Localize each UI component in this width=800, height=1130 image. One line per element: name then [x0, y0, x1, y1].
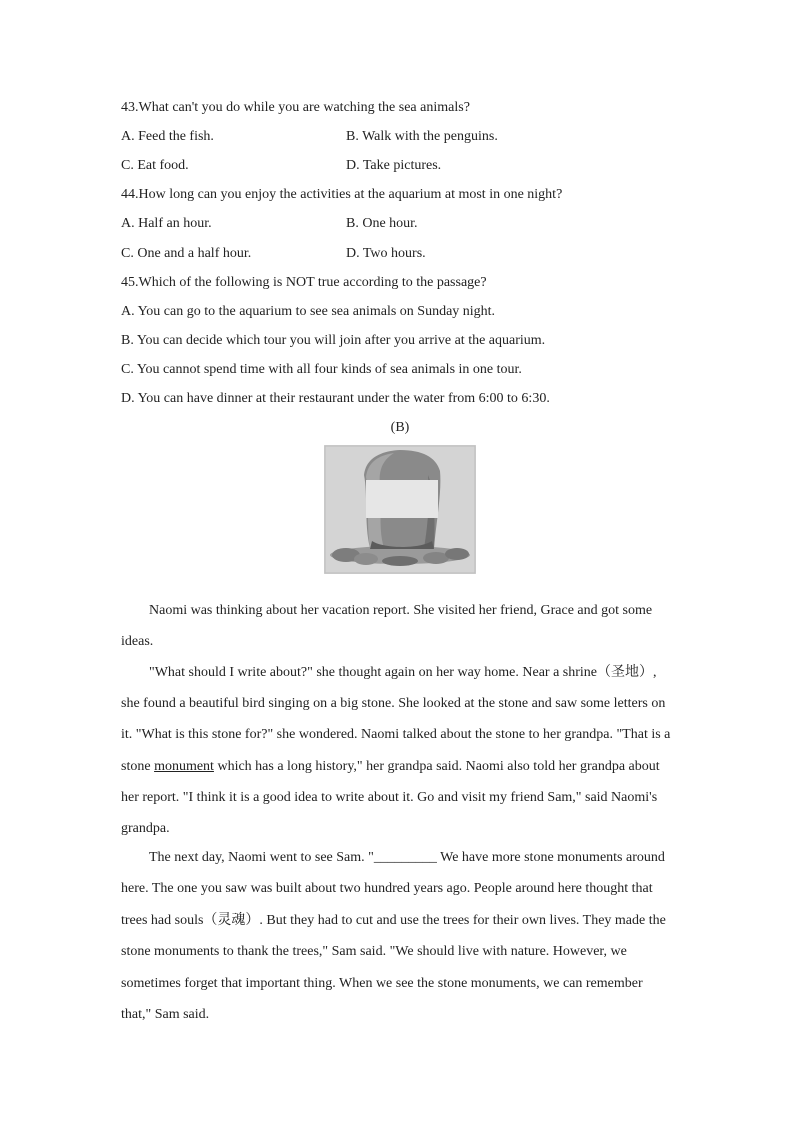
paragraph-2-line-1: "What should I write about?" she thought again on her way home. Near a shrine（圣地）, — [149, 665, 657, 680]
question-44-option-a: A. Half an hour. — [121, 216, 212, 231]
question-43-option-b: B. Walk with the penguins. — [346, 129, 498, 144]
question-45-option-c: C. You cannot spend time with all four kinds of sea animals in one tour. — [121, 362, 522, 377]
paragraph-3-line-4: stone monuments to thank the trees," Sam said. "We should live with nature. However, we — [121, 944, 627, 959]
paragraph-2-line-6: grandpa. — [121, 821, 170, 836]
paragraph-3-line-2: here. The one you saw was built about two hundred years ago. People around here thought that — [121, 881, 653, 896]
paragraph-3-line-1: The next day, Naomi went to see Sam. "_________ We have more stone monuments around — [149, 850, 665, 865]
line-4-prefix: stone — [121, 759, 155, 774]
question-43-option-d: D. Take pictures. — [346, 158, 442, 173]
paragraph-2-line-2: she found a beautiful bird singing on a big stone. She looked at the stone and saw some letters on — [121, 696, 666, 711]
question-44-option-d: D. Two hours. — [346, 246, 426, 261]
paragraph-2-line-4 — [121, 758, 660, 776]
line-4-suffix: which has a long history," her grandpa said. Naomi also told her grandpa about — [213, 759, 660, 774]
paragraph-1-line-1: Naomi was thinking about her vacation report. She visited her friend, Grace and got some — [149, 603, 653, 618]
paragraph-2-line-5: her report. "I think it is a good idea to write about it. Go and visit my friend Sam," said Naomi's — [121, 790, 658, 805]
question-43-option-a: A. Feed the fish. — [121, 129, 214, 144]
question-45-option-a: A. You can go to the aquarium to see sea animals on Sunday night. — [121, 304, 496, 319]
paragraph-3-line-6: that," Sam said. — [121, 1007, 210, 1022]
question-44-option-c: C. One and a half hour. — [121, 246, 252, 261]
question-45-stem: 45.Which of the following is NOT true according to the passage? — [121, 275, 487, 290]
question-45-option-d: D. You can have dinner at their restaurant under the water from 6:00 to 6:30. — [121, 391, 550, 406]
section-b-label: (B) — [390, 420, 410, 435]
stone-monument-illustration — [324, 445, 476, 574]
stone-monument-image — [324, 445, 476, 574]
question-43-stem: 43.What can't you do while you are watching the sea animals? — [121, 100, 470, 115]
paragraph-3-line-5: sometimes forget that important thing. When we see the stone monuments, we can remember — [121, 976, 643, 991]
paragraph-2-line-3: it. "What is this stone for?" she wondered. Naomi talked about the stone to her grandpa. "That is a — [121, 727, 671, 742]
underlined-word-monument: monument — [154, 759, 214, 774]
question-43-option-c: C. Eat food. — [121, 158, 189, 173]
question-44-stem: 44.How long can you enjoy the activities at the aquarium at most in one night? — [121, 187, 563, 202]
paragraph-3-line-3: trees had souls（灵魂）. But they had to cut and use the trees for their own lives. They made the — [121, 913, 666, 928]
question-45-option-b: B. You can decide which tour you will join after you arrive at the aquarium. — [121, 333, 546, 348]
paragraph-1-line-2: ideas. — [121, 634, 154, 649]
question-44-option-b: B. One hour. — [346, 216, 418, 231]
